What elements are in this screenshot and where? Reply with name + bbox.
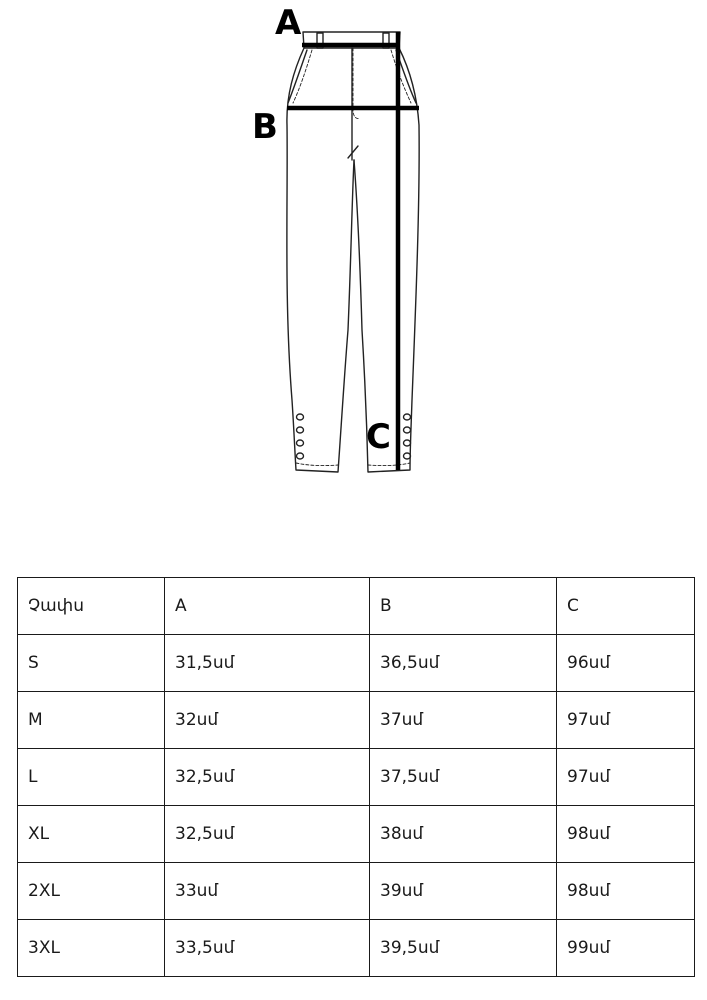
cell-a: 33սմ [165,863,370,920]
cell-size: M [18,692,165,749]
header-b: B [370,578,557,635]
left-leg-outline [287,48,354,472]
cell-b: 36,5սմ [370,635,557,692]
table-row [18,920,695,977]
measure-label-a: A [275,3,302,43]
right-leg-outline [354,48,419,472]
table-row [18,806,695,863]
cell-c: 97սմ [557,692,695,749]
table-header-row [18,578,695,635]
cell-c: 98սմ [557,806,695,863]
left-pocket [288,50,307,103]
pants-drawing [240,0,460,490]
header-c: C [557,578,695,635]
cell-size: 3XL [18,920,165,977]
cell-c: 99սմ [557,920,695,977]
measure-label-b: B [252,107,278,147]
right-ankle-buttons [404,414,411,459]
cell-a: 32,5սմ [165,749,370,806]
cell-a: 31,5սմ [165,635,370,692]
cell-size: L [18,749,165,806]
cell-size: XL [18,806,165,863]
cell-a: 32սմ [165,692,370,749]
cell-size: 2XL [18,863,165,920]
table-row [18,692,695,749]
cell-c: 98սմ [557,863,695,920]
pants-measurement-diagram [240,0,460,490]
cell-b: 38սմ [370,806,557,863]
measure-label-c: C [366,417,391,457]
cell-a: 32,5սմ [165,806,370,863]
table-row [18,863,695,920]
table-row [18,635,695,692]
header-a: A [165,578,370,635]
left-ankle-buttons [297,414,304,459]
cell-c: 96սմ [557,635,695,692]
cell-b: 39,5սմ [370,920,557,977]
size-chart-table [17,577,695,977]
header-size: Չափս [18,578,165,635]
cell-b: 39սմ [370,863,557,920]
cell-b: 37,5սմ [370,749,557,806]
table-row [18,749,695,806]
cell-size: S [18,635,165,692]
cell-a: 33,5սմ [165,920,370,977]
cell-c: 97սմ [557,749,695,806]
cell-b: 37սմ [370,692,557,749]
